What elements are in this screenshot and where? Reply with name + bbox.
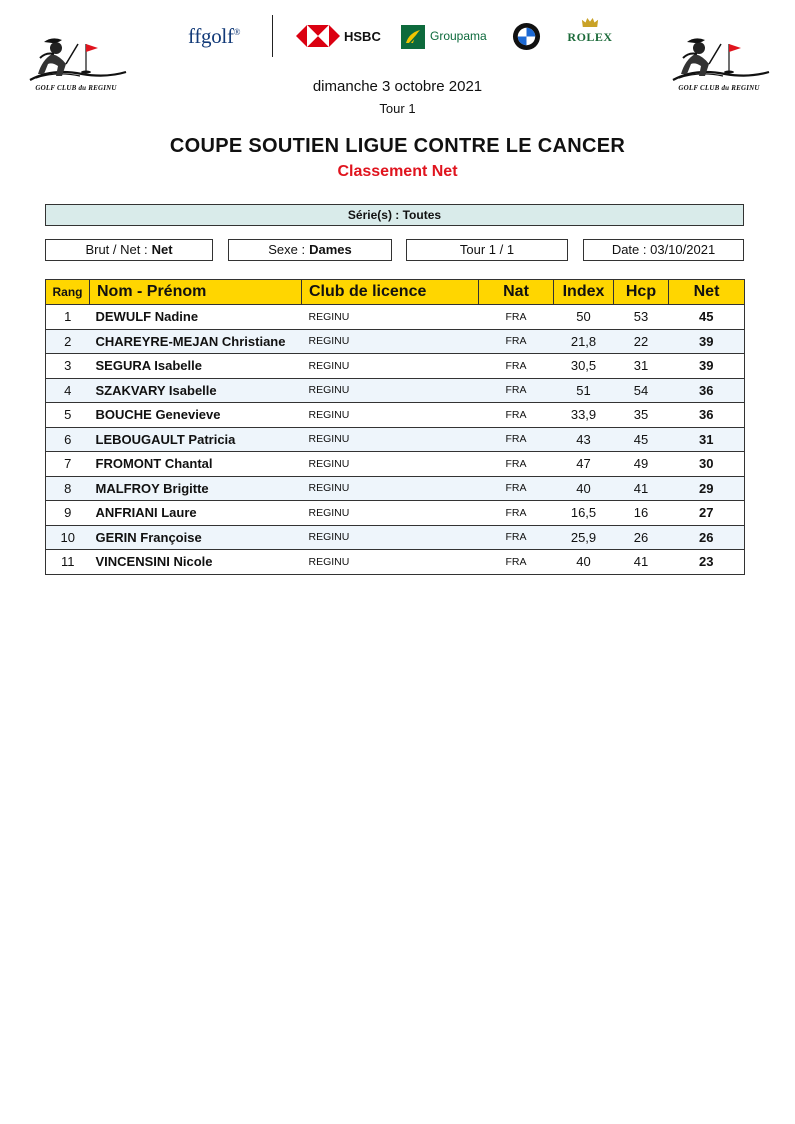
club-cell: REGINU: [302, 305, 479, 330]
club-cell: REGINU: [302, 329, 479, 354]
name-cell: BOUCHE Genevieve: [90, 403, 302, 428]
rang-cell: 11: [46, 550, 90, 575]
golfer-logo-icon: [665, 34, 773, 84]
table-row: [46, 427, 745, 452]
hcp-cell: 54: [614, 378, 669, 403]
col-hcp: Hcp: [614, 280, 669, 305]
col-nat: Nat: [479, 280, 554, 305]
rang-cell: 2: [46, 329, 90, 354]
nat-cell: FRA: [479, 403, 554, 428]
club-cell: REGINU: [302, 550, 479, 575]
nat-cell: FRA: [479, 354, 554, 379]
col-rang: Rang: [46, 280, 90, 305]
net-cell: 27: [669, 501, 745, 526]
club-cell: REGINU: [302, 427, 479, 452]
nat-cell: FRA: [479, 452, 554, 477]
nat-cell: FRA: [479, 501, 554, 526]
rang-cell: 3: [46, 354, 90, 379]
net-cell: 31: [669, 427, 745, 452]
hcp-cell: 22: [614, 329, 669, 354]
bmw-logo-icon: [512, 22, 541, 51]
rolex-logo: [562, 17, 618, 49]
index-cell: 21,8: [554, 329, 614, 354]
club-name: GOLF CLUB du REGINU: [678, 84, 760, 92]
hcp-cell: 49: [614, 452, 669, 477]
registered-mark: ®: [233, 27, 241, 37]
nat-cell: FRA: [479, 427, 554, 452]
nat-cell: FRA: [479, 305, 554, 330]
hcp-cell: 41: [614, 550, 669, 575]
nat-cell: FRA: [479, 550, 554, 575]
name-cell: SZAKVARY Isabelle: [90, 378, 302, 403]
club-cell: REGINU: [302, 378, 479, 403]
col-nom: Nom - Prénom: [90, 280, 302, 305]
brut-net-value: Net: [151, 242, 173, 257]
rolex-text: ROLEX: [567, 30, 613, 44]
col-club: Club de licence: [302, 280, 479, 305]
nat-cell: FRA: [479, 476, 554, 501]
index-cell: 51: [554, 378, 614, 403]
hsbc-logo: [296, 25, 386, 49]
rang-cell: 1: [46, 305, 90, 330]
table-row: [46, 354, 745, 379]
index-cell: 50: [554, 305, 614, 330]
table-row: [46, 329, 745, 354]
brut-net-label: Brut / Net :: [85, 242, 148, 257]
rang-cell: 10: [46, 525, 90, 550]
hcp-cell: 53: [614, 305, 669, 330]
index-cell: 40: [554, 550, 614, 575]
net-cell: 26: [669, 525, 745, 550]
table-header-row: [46, 280, 745, 305]
brut-net-box: [45, 239, 213, 261]
rang-cell: 9: [46, 501, 90, 526]
hsbc-text: HSBC: [344, 29, 381, 44]
name-cell: MALFROY Brigitte: [90, 476, 302, 501]
index-cell: 40: [554, 476, 614, 501]
rang-cell: 7: [46, 452, 90, 477]
ffgolf-text: ffgolf: [188, 24, 234, 48]
table-row: [46, 525, 745, 550]
groupama-logo: [401, 25, 493, 49]
name-cell: FROMONT Chantal: [90, 452, 302, 477]
table-row: [46, 501, 745, 526]
name-cell: ANFRIANI Laure: [90, 501, 302, 526]
table-row: [46, 476, 745, 501]
name-cell: CHAREYRE-MEJAN Christiane: [90, 329, 302, 354]
page-title: COUPE SOUTIEN LIGUE CONTRE LE CANCER: [169, 135, 626, 157]
sexe-box: [228, 239, 392, 261]
event-date: dimanche 3 octobre 2021: [312, 78, 483, 95]
hcp-cell: 16: [614, 501, 669, 526]
table-row: [46, 378, 745, 403]
club-cell: REGINU: [302, 476, 479, 501]
club-cell: REGINU: [302, 525, 479, 550]
net-cell: 29: [669, 476, 745, 501]
golfer-logo-icon: [22, 34, 130, 84]
club-name: GOLF CLUB du REGINU: [35, 84, 117, 92]
name-cell: VINCENSINI Nicole: [90, 550, 302, 575]
net-cell: 45: [669, 305, 745, 330]
name-cell: GERIN Françoise: [90, 525, 302, 550]
ranking-subtitle: Classement Net: [337, 163, 458, 180]
index-cell: 47: [554, 452, 614, 477]
table-row: [46, 305, 745, 330]
name-cell: DEWULF Nadine: [90, 305, 302, 330]
hcp-cell: 31: [614, 354, 669, 379]
net-cell: 36: [669, 378, 745, 403]
hcp-cell: 35: [614, 403, 669, 428]
series-bar: Série(s) : Toutes: [45, 204, 744, 226]
table-row: [46, 403, 745, 428]
index-cell: 33,9: [554, 403, 614, 428]
club-cell: REGINU: [302, 354, 479, 379]
sponsor-divider: [272, 15, 273, 57]
crown-icon: [581, 17, 599, 28]
table-row: [46, 452, 745, 477]
date-box: Date : 03/10/2021: [583, 239, 744, 261]
table-row: [46, 550, 745, 575]
index-cell: 16,5: [554, 501, 614, 526]
club-cell: REGINU: [302, 452, 479, 477]
club-cell: REGINU: [302, 403, 479, 428]
results-table: [45, 279, 745, 575]
hcp-cell: 26: [614, 525, 669, 550]
hcp-cell: 41: [614, 476, 669, 501]
tour-label: Tour 1: [379, 101, 416, 116]
index-cell: 30,5: [554, 354, 614, 379]
rang-cell: 4: [46, 378, 90, 403]
name-cell: SEGURA Isabelle: [90, 354, 302, 379]
index-cell: 43: [554, 427, 614, 452]
tour-box: Tour 1 / 1: [406, 239, 568, 261]
ffgolf-logo: [188, 24, 240, 49]
net-cell: 30: [669, 452, 745, 477]
index-cell: 25,9: [554, 525, 614, 550]
hcp-cell: 45: [614, 427, 669, 452]
col-index: Index: [554, 280, 614, 305]
col-net: Net: [669, 280, 745, 305]
hsbc-hexagon-icon: [296, 25, 340, 47]
groupama-text: Groupama: [430, 29, 487, 43]
rang-cell: 5: [46, 403, 90, 428]
rang-cell: 6: [46, 427, 90, 452]
club-cell: REGINU: [302, 501, 479, 526]
groupama-leaf-icon: [401, 25, 425, 49]
net-cell: 23: [669, 550, 745, 575]
net-cell: 39: [669, 329, 745, 354]
sexe-label: Sexe :: [268, 242, 306, 257]
nat-cell: FRA: [479, 378, 554, 403]
nat-cell: FRA: [479, 329, 554, 354]
rang-cell: 8: [46, 476, 90, 501]
sexe-value: Dames: [309, 242, 352, 257]
nat-cell: FRA: [479, 525, 554, 550]
net-cell: 39: [669, 354, 745, 379]
name-cell: LEBOUGAULT Patricia: [90, 427, 302, 452]
net-cell: 36: [669, 403, 745, 428]
